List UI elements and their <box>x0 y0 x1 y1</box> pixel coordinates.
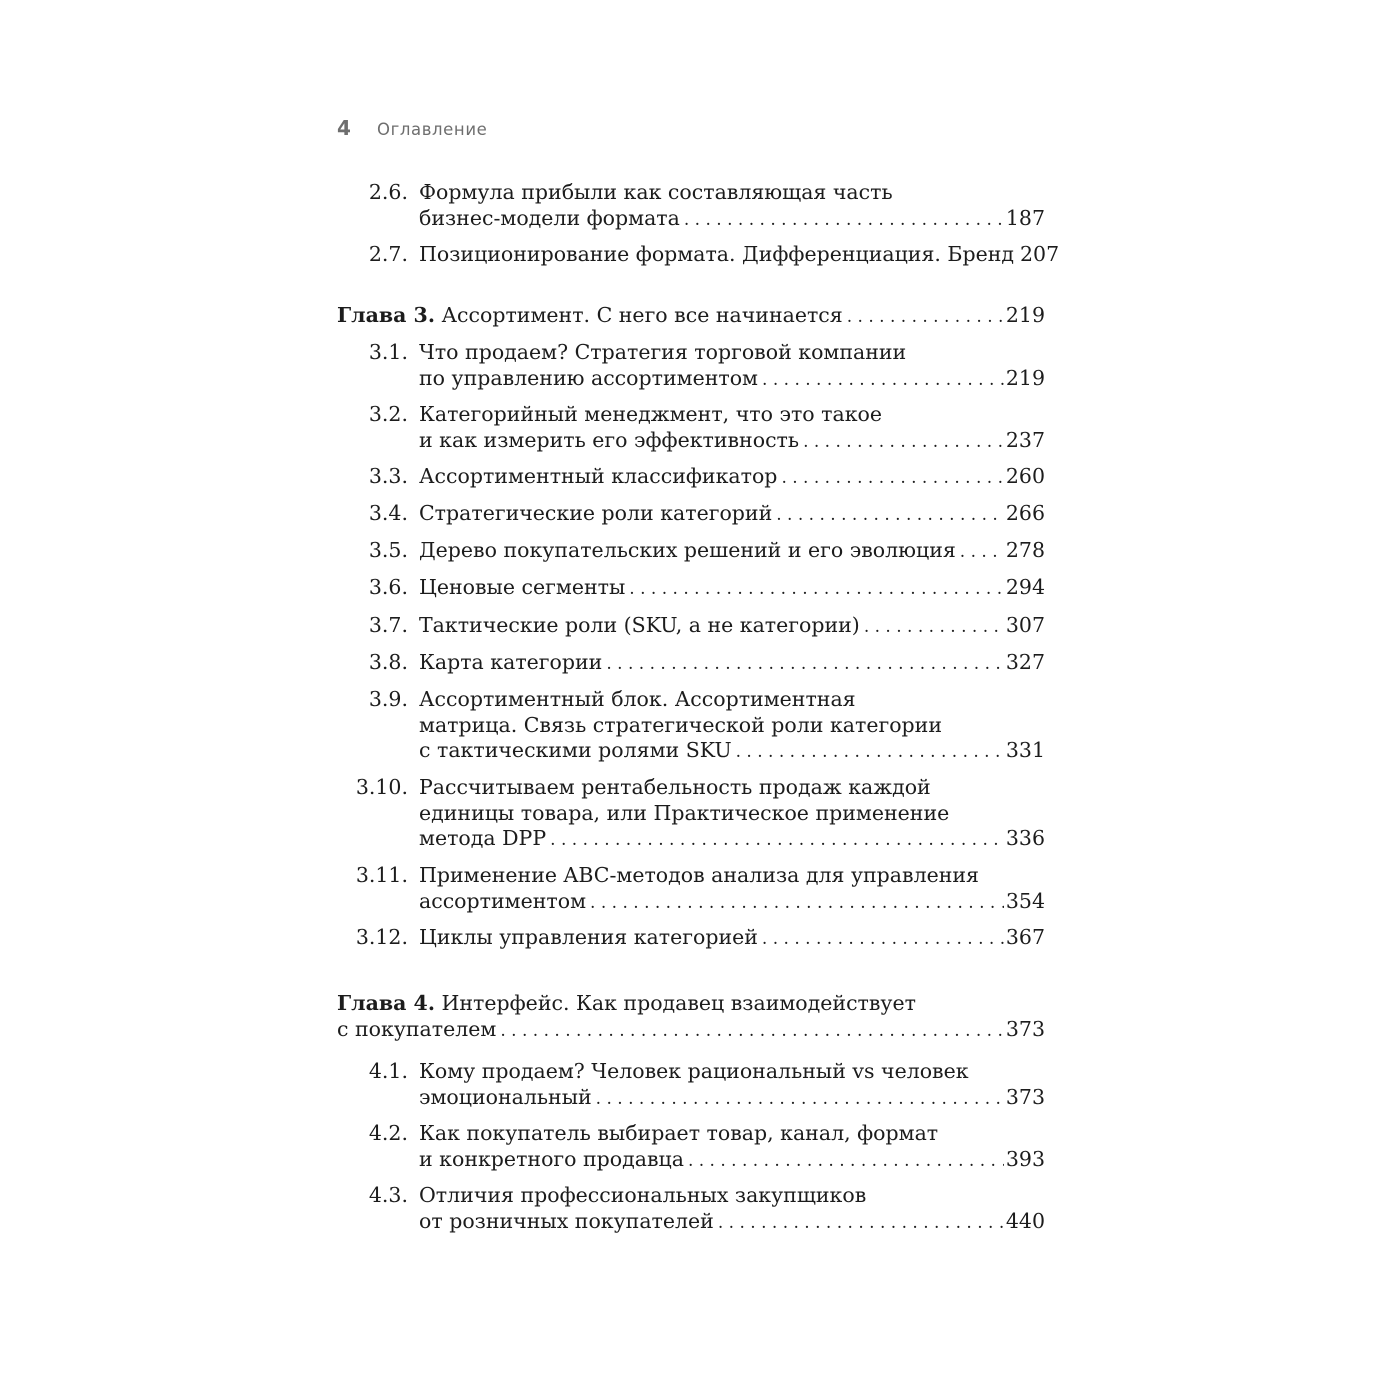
dot-leader <box>684 206 1004 234</box>
toc-entry-3-9[interactable] <box>337 687 1045 764</box>
toc-entry-3-6[interactable] <box>337 575 1045 601</box>
entry-title-cont: по управлению ассортиментом <box>419 365 759 390</box>
entry-page: 219 <box>1005 365 1045 390</box>
entry-title-cont: ассортиментом <box>419 888 587 913</box>
entry-title: Отличия профессиональных закупщиков <box>419 1183 867 1207</box>
entry-number: 3.7. <box>368 613 408 637</box>
entry-title: Как покупатель выбирает товар, канал, формат <box>419 1121 939 1145</box>
chapter-page: 219 <box>1005 303 1045 327</box>
entry-number: 3.10. <box>355 775 408 799</box>
entry-number: 3.4. <box>368 501 408 525</box>
entry-page: 373 <box>1005 1084 1045 1109</box>
entry-page: 294 <box>1005 575 1045 599</box>
entry-page: 327 <box>1005 650 1045 674</box>
entry-number: 3.8. <box>368 650 408 674</box>
chapter-label: Глава 4. <box>337 991 435 1015</box>
dot-leader <box>718 1209 1004 1237</box>
toc-entry-3-12[interactable] <box>337 925 1045 951</box>
running-title: Оглавление <box>377 120 488 139</box>
chapter-page: 373 <box>1005 1016 1045 1041</box>
dot-leader <box>550 826 1004 854</box>
dot-leader <box>776 501 1004 529</box>
entry-number: 3.6. <box>368 575 408 599</box>
toc-entry-3-1[interactable] <box>337 340 1045 391</box>
dot-leader <box>864 613 1004 641</box>
chapter-title-cont: с покупателем <box>337 1016 497 1041</box>
toc-entry-4-3[interactable] <box>337 1183 1045 1234</box>
entry-number: 3.12. <box>355 925 408 949</box>
entry-number: 2.6. <box>368 180 408 204</box>
entry-number: 4.3. <box>368 1183 408 1207</box>
entry-title: Стратегические роли категорий <box>419 501 773 525</box>
entry-title: Ценовые сегменты <box>419 575 626 599</box>
chapter-label: Глава 3. <box>337 303 435 327</box>
entry-title: Дерево покупательских решений и его эволюция <box>419 538 956 562</box>
running-head <box>337 116 487 140</box>
toc-entry-3-2[interactable] <box>337 402 1045 453</box>
toc-entry-3-11[interactable] <box>337 863 1045 914</box>
dot-leader <box>500 1017 1004 1045</box>
toc-entry-3-10[interactable] <box>337 775 1045 852</box>
chapter-title: Ассортимент. С него все начинается <box>441 303 843 327</box>
entry-title: Позиционирование формата. Дифференциация. Бренд <box>419 242 1015 266</box>
dot-leader <box>629 575 1004 603</box>
entry-title-cont: эмоциональный <box>419 1084 592 1109</box>
entry-title-cont: от розничных покупателей <box>419 1208 714 1233</box>
entry-page: 354 <box>1005 888 1045 913</box>
toc-chapter-3[interactable] <box>337 303 1045 329</box>
entry-title: Что продаем? Стратегия торговой компании <box>419 340 907 364</box>
entry-page: 440 <box>1005 1208 1045 1233</box>
entry-page: 336 <box>1005 826 1045 850</box>
entry-number: 4.1. <box>368 1059 408 1083</box>
toc-entry-4-1[interactable] <box>337 1059 1045 1110</box>
dot-leader <box>590 889 1004 917</box>
dot-leader <box>762 366 1004 394</box>
entry-title-cont: метода DPP <box>419 826 547 850</box>
toc-entry-3-4[interactable] <box>337 501 1045 527</box>
dot-leader <box>960 538 1004 566</box>
entry-title-cont: и конкретного продавца <box>419 1146 684 1171</box>
entry-title: Карта категории <box>419 650 603 674</box>
entry-title: Ассортиментный классификатор <box>419 464 778 488</box>
entry-number: 3.5. <box>368 538 408 562</box>
entry-title: Применение ABC-методов анализа для управления <box>419 863 979 887</box>
entry-title: Рассчитываем рентабельность продаж каждой <box>419 775 931 799</box>
entry-page: 367 <box>1005 925 1045 949</box>
entry-title: Тактические роли (SKU, а не категории) <box>419 613 860 637</box>
entry-page: 278 <box>1005 538 1045 562</box>
dot-leader <box>847 303 1004 331</box>
toc-entry-2-7[interactable] <box>337 242 1060 268</box>
entry-page: 307 <box>1005 613 1045 637</box>
entry-title: Формула прибыли как составляющая часть <box>419 180 893 204</box>
entry-number: 4.2. <box>368 1121 408 1145</box>
entry-title-cont: с тактическими ролями SKU <box>419 738 732 762</box>
entry-number: 3.2. <box>368 402 408 426</box>
entry-title-cont: и как измерить его эффективность <box>419 427 800 452</box>
entry-title: Ассортиментный блок. Ассортиментная <box>419 687 856 711</box>
toc-entry-2-6[interactable] <box>337 180 1045 231</box>
entry-page: 187 <box>1005 205 1045 230</box>
entry-number: 3.11. <box>355 863 408 887</box>
entry-title: Циклы управления категорией <box>419 925 758 949</box>
entry-page: 393 <box>1005 1146 1045 1171</box>
entry-number: 3.1. <box>368 340 408 364</box>
toc-entry-3-5[interactable] <box>337 538 1045 564</box>
dot-leader <box>606 650 1004 678</box>
entry-page: 331 <box>1005 738 1045 762</box>
chapter-title: Интерфейс. Как продавец взаимодействует <box>441 991 916 1015</box>
dot-leader <box>688 1147 1004 1175</box>
entry-number: 3.3. <box>368 464 408 488</box>
entry-page: 237 <box>1005 427 1045 452</box>
entry-number: 3.9. <box>368 687 408 711</box>
entry-title: Категорийный менеджмент, что это такое <box>419 402 883 426</box>
entry-number: 2.7. <box>368 242 408 266</box>
entry-page: 266 <box>1005 501 1045 525</box>
page-number: 4 <box>337 116 351 140</box>
dot-leader <box>803 428 1004 456</box>
dot-leader <box>736 738 1004 766</box>
dot-leader <box>596 1085 1004 1113</box>
entry-title-cont: единицы товара, или Практическое применение <box>419 800 950 825</box>
entry-page: 207 <box>1020 242 1060 266</box>
entry-page: 260 <box>1005 464 1045 488</box>
toc-entry-4-2[interactable] <box>337 1121 1045 1172</box>
entry-title-cont: бизнес-модели формата <box>419 205 680 230</box>
toc-entry-3-3[interactable] <box>337 464 1045 490</box>
dot-leader <box>781 464 1003 492</box>
entry-title: Кому продаем? Человек рациональный vs человек <box>419 1059 969 1083</box>
entry-title-cont: матрица. Связь стратегической роли категории <box>419 712 943 737</box>
toc-entry-3-8[interactable] <box>337 650 1045 676</box>
toc-entry-3-7[interactable] <box>337 613 1045 639</box>
toc-chapter-4[interactable] <box>337 991 1045 1042</box>
dot-leader <box>762 925 1004 953</box>
